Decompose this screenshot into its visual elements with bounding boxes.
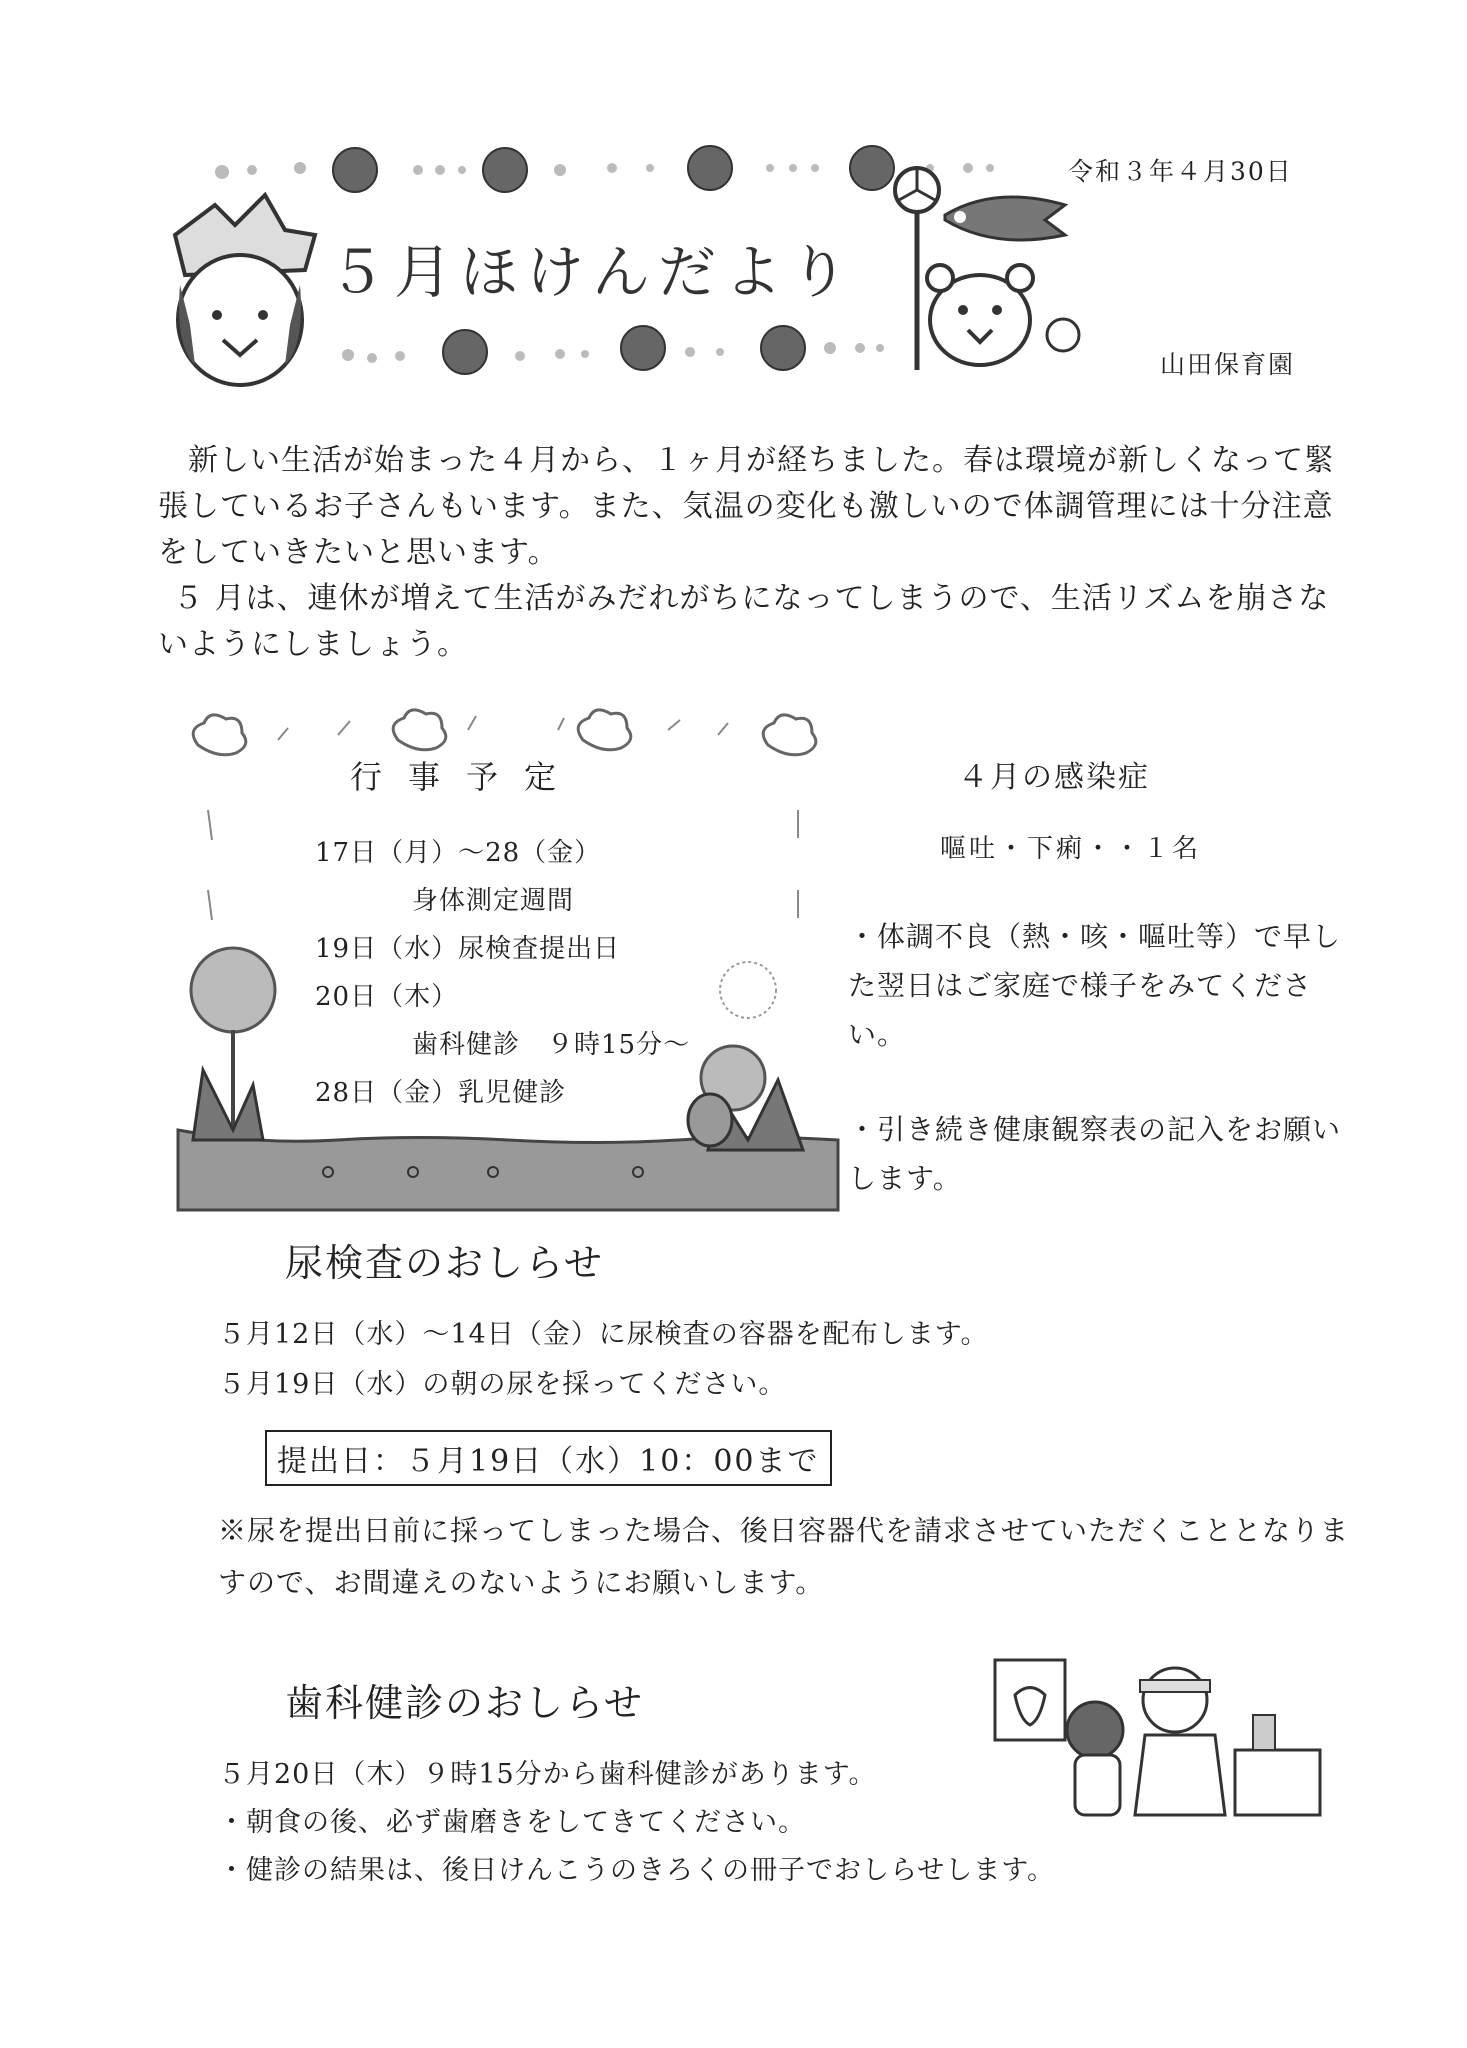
event-line: 身体測定週間 xyxy=(412,886,575,916)
urine-line-1: ５月12日（水）～14日（金）に尿検査の容器を配布します。 xyxy=(218,1319,989,1350)
dental-heading: 歯科健診のおしらせ xyxy=(285,1681,644,1725)
intro-text xyxy=(158,438,1358,668)
event-line: 28日（金）乳児健診 xyxy=(315,1078,567,1108)
events-title: 行事予定 xyxy=(350,758,583,796)
dentist-checkup-icon xyxy=(985,1640,1325,1830)
event-line: 歯科健診 ９時15分～ xyxy=(412,1030,691,1060)
organization-name: 山田保育園 xyxy=(1160,350,1296,379)
infections-count: 嘔吐・下痢・・１名 xyxy=(940,834,1202,864)
infection-note: ・体調不良（熱・咳・嘔吐等）で早した翌日はご家庭で様子をみてください。 xyxy=(848,920,1342,1051)
issue-date: 令和３年４月30日 xyxy=(1068,157,1293,186)
dental-line-3: ・健診の結果は、後日けんこうのきろくの冊子でおしらせします。 xyxy=(218,1855,1056,1886)
event-line: 19日（水）尿検査提出日 xyxy=(315,934,621,964)
bear-with-koinobori-icon xyxy=(905,160,1090,370)
intro-paragraph-2: ５ 月は、連休が増えて生活がみだれがちになってしまうので、生活リズムを崩さないようにしましょう。 xyxy=(158,581,1330,662)
child-with-kabuto-icon xyxy=(155,195,325,395)
dental-line-2: ・朝食の後、必ず歯磨きをしてきてください。 xyxy=(218,1807,806,1838)
event-line: 17日（月）～28（金） xyxy=(315,838,602,868)
infections-title: ４月の感染症 xyxy=(958,760,1150,795)
dental-line-1: ５月20日（木）９時15分から歯科健診があります。 xyxy=(218,1759,877,1790)
urine-heading: 尿検査のおしらせ xyxy=(285,1241,604,1285)
urine-deadline-box: 提出日：５月19日（水）10：00まで xyxy=(265,1430,832,1486)
event-line: 20日（木） xyxy=(315,982,459,1012)
intro-paragraph-1: 新しい生活が始まった４月から、１ヶ月が経ちました。春は環境が新しくなって緊張しているお子さんもいます。また、気温の変化も激しいので体調管理には十分注意をしていきたいと思います。 xyxy=(158,443,1335,570)
urine-line-2: ５月19日（水）の朝の尿を採ってください。 xyxy=(218,1369,787,1400)
page-title: ５月ほけんだより xyxy=(328,238,857,306)
urine-note: ※尿を提出日前に採ってしまった場合、後日容器代を請求させていただくこととなりますので、お間違えのないようにお願いします。 xyxy=(218,1514,1350,1599)
infection-note: ・引き続き健康観察表の記入をお願いします。 xyxy=(848,1113,1342,1195)
